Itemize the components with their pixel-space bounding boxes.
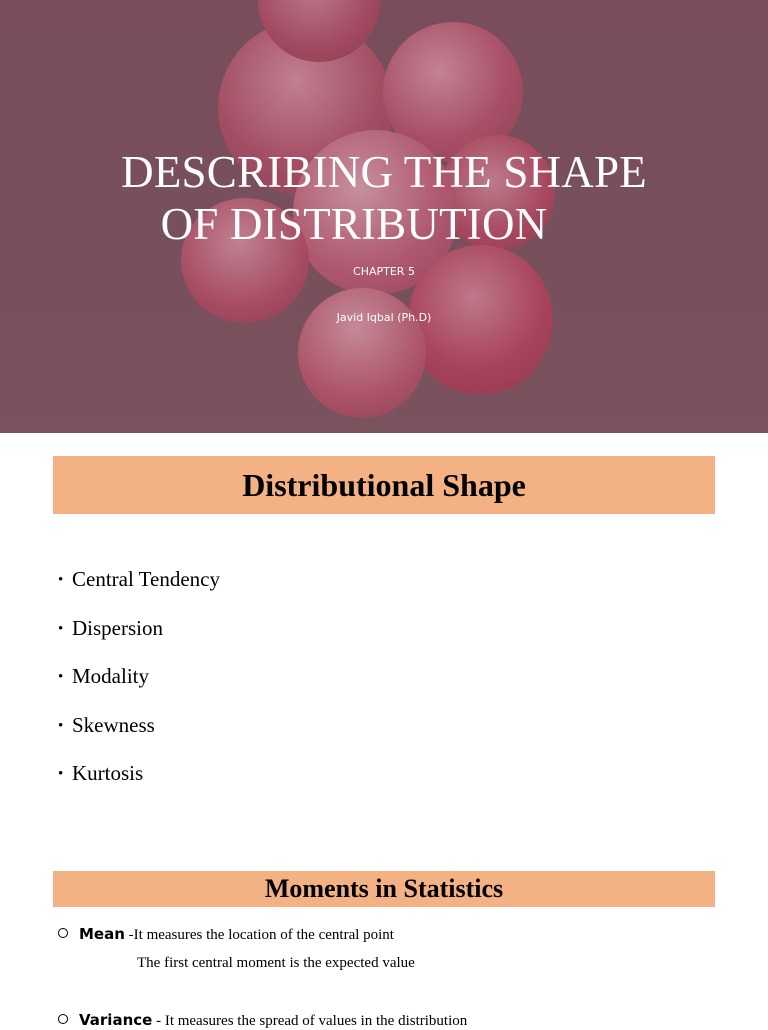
slide-title [0, 146, 768, 250]
title-line-2: OF DISTRIBUTION [160, 199, 548, 249]
list-item: • Skewness [58, 709, 220, 758]
circle-bullet-icon [58, 928, 68, 938]
list-item: • Kurtosis [58, 757, 220, 806]
bullet-icon: • [58, 717, 64, 734]
moment-detail: The first central moment is the expected value [137, 955, 415, 971]
bullet-icon: • [58, 669, 64, 685]
moments-heading: Moments in Statistics [53, 871, 715, 907]
list-item: • Dispersion [58, 612, 220, 661]
chapter-label: CHAPTER 5 [353, 265, 415, 278]
moment-description: -It measures the location of the central point [124, 927, 394, 943]
title-line-1: DESCRIBING THE SHAPE [121, 147, 647, 197]
bullet-icon: • [58, 620, 64, 637]
list-item: • Modality [58, 660, 220, 709]
title-slide [0, 0, 768, 433]
moment-item-mean [58, 925, 394, 944]
moment-term: Variance [79, 1011, 153, 1029]
list-item: • Central Tendency [58, 563, 220, 612]
circle-bullet-icon [58, 1014, 68, 1024]
moment-description: - It measures the spread of values in the distribution [152, 1013, 468, 1029]
author-name: Javid Iqbal (Ph.D) [336, 311, 432, 324]
bullet-icon: • [58, 766, 64, 782]
moment-term: Mean [79, 925, 125, 943]
shape-bullet-list [58, 563, 220, 806]
bullet-icon: • [58, 572, 64, 588]
distributional-shape-heading: Distributional Shape [53, 456, 715, 514]
moment-item-variance [58, 1011, 467, 1030]
